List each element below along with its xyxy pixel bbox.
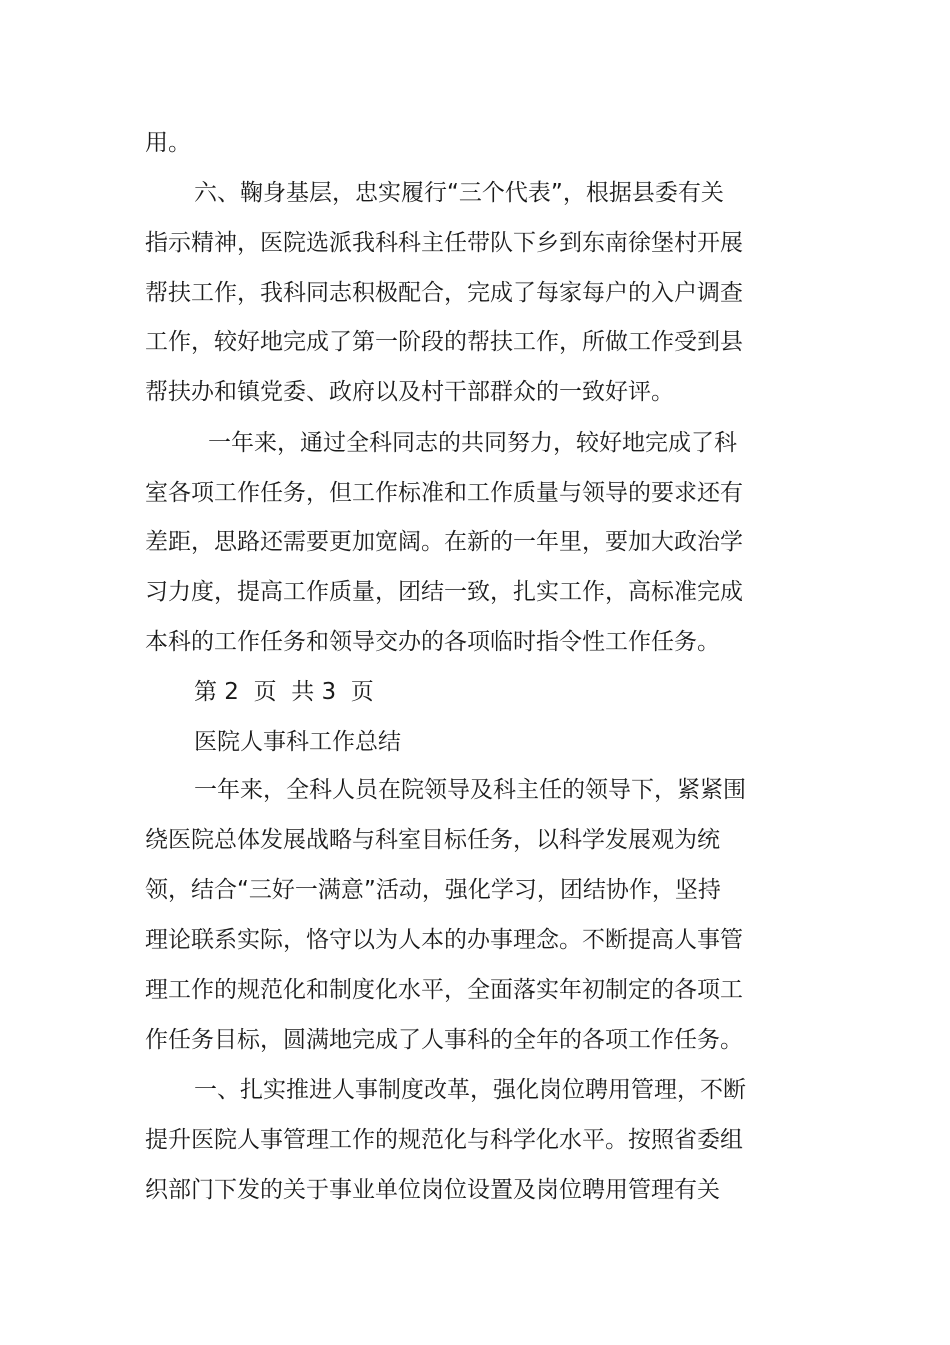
text-line: 用。 <box>145 130 191 156</box>
text-line: 帮扶工作，我科同志积极配合，完成了每家每户的入户调查 <box>145 280 743 306</box>
section-title: 医院人事科工作总结 <box>194 729 401 755</box>
text-line: 织部门下发的关于事业单位岗位设置及岗位聘用管理有关 <box>145 1177 720 1203</box>
text-line: 一年来，全科人员在院领导及科主任的领导下，紧紧围 <box>194 777 746 803</box>
text-line: 理工作的规范化和制度化水平，全面落实年初制定的各项工 <box>145 977 743 1003</box>
text-line: 绕医院总体发展战略与科室目标任务，以科学发展观为统 <box>145 827 720 853</box>
text-line: 室各项工作任务，但工作标准和工作质量与领导的要求还有 <box>145 480 743 506</box>
text-line: 工作，较好地完成了第一阶段的帮扶工作，所做工作受到县 <box>145 329 743 355</box>
text-line: 指示精神，医院选派我科科主任带队下乡到东南徐堡村开展 <box>145 230 743 256</box>
text-line: 理论联系实际，恪守以为人本的办事理念。不断提高人事管 <box>145 927 743 953</box>
text-line: 差距，思路还需要更加宽阔。在新的一年里，要加大政治学 <box>145 529 743 555</box>
text-line: 本科的工作任务和领导交办的各项临时指令性工作任务。 <box>145 629 720 655</box>
text-line: 提升医院人事管理工作的规范化与科学化水平。按照省委组 <box>145 1127 743 1153</box>
text-line: 习力度，提高工作质量，团结一致，扎实工作，高标准完成 <box>145 579 743 605</box>
text-line: 领，结合“三好一满意”活动，强化学习，团结协作，坚持 <box>145 877 721 903</box>
page-number: 第 2 页 共 3 页 <box>194 679 374 705</box>
text-line: 作任务目标，圆满地完成了人事科的全年的各项工作任务。 <box>145 1027 743 1053</box>
text-line: 六、鞠身基层，忠实履行“三个代表”，根据县委有关 <box>194 180 724 206</box>
text-line: 一、扎实推进人事制度改革，强化岗位聘用管理，不断 <box>194 1077 746 1103</box>
text-line: 一年来，通过全科同志的共同努力，较好地完成了科 <box>208 430 737 456</box>
text-line: 帮扶办和镇党委、政府以及村干部群众的一致好评。 <box>145 379 674 405</box>
